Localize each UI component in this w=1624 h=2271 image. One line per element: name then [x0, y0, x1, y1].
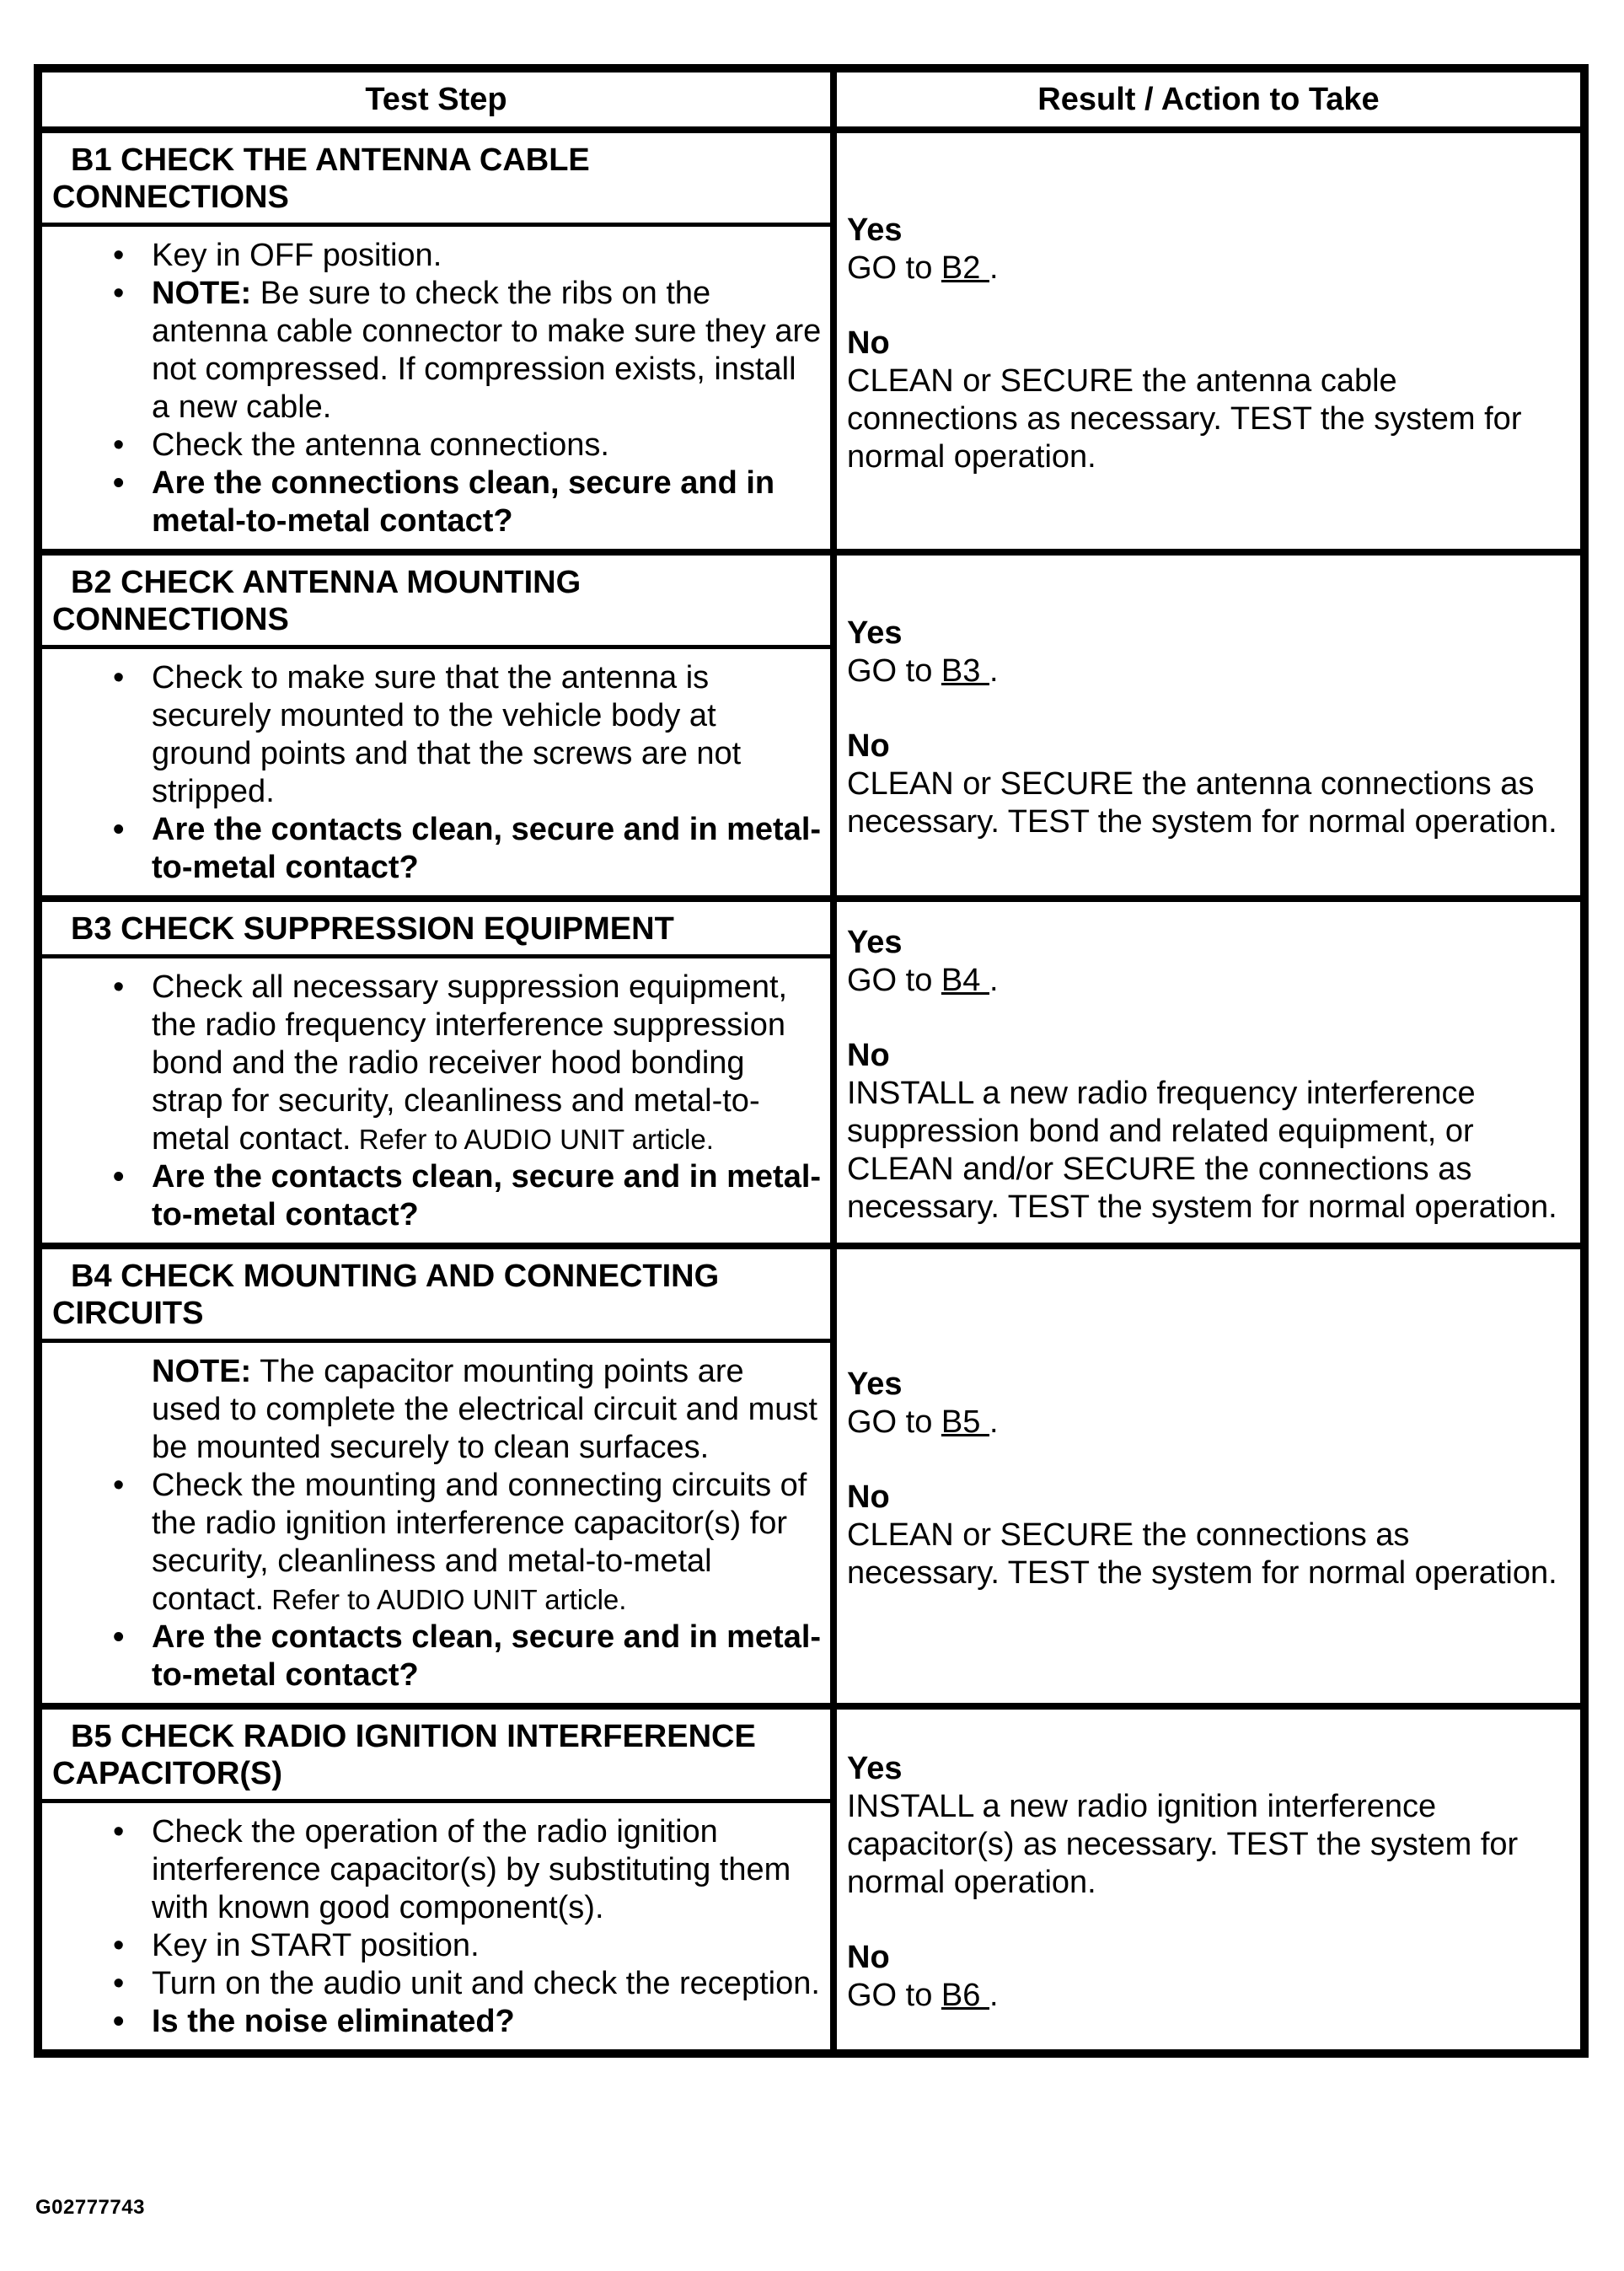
- step-cell: [42, 1246, 833, 1706]
- goto-link-b3[interactable]: B3: [941, 653, 989, 689]
- no-action: INSTALL a new radio frequency interference suppression bond and related equipment, or CLEAN and/or SECURE the connections as necessary. TEST the system for normal operation.: [847, 1075, 1557, 1225]
- result-cell: [833, 552, 1580, 899]
- step-title: B2 CHECK ANTENNA MOUNTING CONNECTIONS: [42, 556, 830, 649]
- list-item: • Key in START position.: [42, 1927, 822, 1965]
- no-label: No: [847, 1479, 890, 1515]
- no-label: No: [847, 1037, 890, 1073]
- goto-link-b4[interactable]: B4: [941, 962, 989, 998]
- step-title: B3 CHECK SUPPRESSION EQUIPMENT: [42, 902, 830, 958]
- step-instructions: [42, 1803, 830, 2049]
- goto-link-b6[interactable]: B6: [941, 1977, 989, 2013]
- reference-note: Refer to AUDIO UNIT article.: [264, 1584, 627, 1615]
- no-label: No: [847, 1939, 890, 1975]
- yes-action: GO to B4 .: [847, 962, 999, 998]
- no-action: GO to B6 .: [847, 1977, 999, 2013]
- step-title: B1 CHECK THE ANTENNA CABLE CONNECTIONS: [42, 133, 830, 227]
- no-label: No: [847, 325, 890, 361]
- step-row-b5: [42, 1706, 1580, 2049]
- yes-action: INSTALL a new radio ignition interference capacitor(s) as necessary. TEST the system for normal operation.: [847, 1788, 1519, 1900]
- yes-label: Yes: [847, 212, 903, 248]
- step-instructions: [42, 1343, 830, 1703]
- result-cell: [833, 899, 1580, 1246]
- result-cell: [833, 1706, 1580, 2049]
- step-question: • Are the connections clean, secure and in metal-to-metal contact?: [42, 464, 822, 540]
- yes-label: Yes: [847, 1750, 903, 1786]
- list-item: • Check the mounting and connecting circuits of the radio ignition interference capacitor(s) for security, cleanliness and metal-to-metal contact. Refer to AUDIO UNIT article.: [42, 1467, 822, 1619]
- list-item: • NOTE: Be sure to check the ribs on the antenna cable connector to make sure they are not compressed. If compression exists, install a new cable.: [42, 275, 822, 427]
- yes-label: Yes: [847, 924, 903, 960]
- yes-action: GO to B3 .: [847, 653, 999, 689]
- step-cell: [42, 552, 833, 899]
- no-label: No: [847, 728, 890, 764]
- list-item: • Check to make sure that the antenna is securely mounted to the vehicle body at ground points and that the screws are not stripped.: [42, 659, 822, 811]
- diagnostic-table: [34, 64, 1589, 2058]
- step-question: • Is the noise eliminated?: [42, 2003, 822, 2041]
- step-row-b1: [42, 130, 1580, 552]
- step-cell: [42, 130, 833, 552]
- no-action: CLEAN or SECURE the antenna connections as necessary. TEST the system for normal operation.: [847, 766, 1557, 840]
- step-cell: [42, 899, 833, 1246]
- figure-id: G02777743: [35, 2196, 145, 2219]
- list-item: • Turn on the audio unit and check the reception.: [42, 1965, 822, 2003]
- list-item: • Check the antenna connections.: [42, 427, 822, 464]
- yes-action: GO to B5 .: [847, 1404, 999, 1440]
- yes-action: GO to B2 .: [847, 250, 999, 286]
- step-question: • Are the contacts clean, secure and in metal-to-metal contact?: [42, 1158, 822, 1234]
- step-instructions: [42, 649, 830, 895]
- step-title: B5 CHECK RADIO IGNITION INTERFERENCE CAPACITOR(S): [42, 1710, 830, 1803]
- list-item: • Key in OFF position.: [42, 237, 822, 275]
- list-item: • Check the operation of the radio ignition interference capacitor(s) by substituting them with known good component(s).: [42, 1813, 822, 1927]
- note-item: NOTE: The capacitor mounting points are used to complete the electrical circuit and must be mounted securely to clean surfaces.: [152, 1354, 817, 1465]
- result-cell: [833, 1246, 1580, 1706]
- column-header-result: Result / Action to Take: [833, 72, 1580, 130]
- goto-link-b2[interactable]: B2: [941, 250, 989, 286]
- goto-link-b5[interactable]: B5: [941, 1404, 989, 1440]
- no-action: CLEAN or SECURE the connections as necessary. TEST the system for normal operation.: [847, 1517, 1557, 1591]
- step-instructions: [42, 227, 830, 549]
- yes-label: Yes: [847, 1366, 903, 1402]
- result-cell: [833, 130, 1580, 552]
- column-header-test-step: Test Step: [42, 72, 833, 130]
- list-item: • Check all necessary suppression equipment, the radio frequency interference suppression bond and the radio receiver hood bonding strap for security, cleanliness and metal-to-metal contact. Refer to AUDIO UNIT article.: [42, 969, 822, 1158]
- yes-label: Yes: [847, 615, 903, 651]
- step-cell: [42, 1706, 833, 2049]
- step-instructions: [42, 958, 830, 1243]
- step-row-b4: [42, 1246, 1580, 1706]
- step-question: • Are the contacts clean, secure and in metal-to-metal contact?: [42, 811, 822, 887]
- step-title: B4 CHECK MOUNTING AND CONNECTING CIRCUITS: [42, 1249, 830, 1343]
- step-question: • Are the contacts clean, secure and in metal-to-metal contact?: [42, 1619, 822, 1694]
- step-row-b3: [42, 899, 1580, 1246]
- reference-note: Refer to AUDIO UNIT article.: [351, 1124, 714, 1155]
- test-step-table: [42, 72, 1580, 2049]
- header-row: [42, 72, 1580, 130]
- step-row-b2: [42, 552, 1580, 899]
- no-action: CLEAN or SECURE the antenna cable connections as necessary. TEST the system for normal operation.: [847, 362, 1522, 475]
